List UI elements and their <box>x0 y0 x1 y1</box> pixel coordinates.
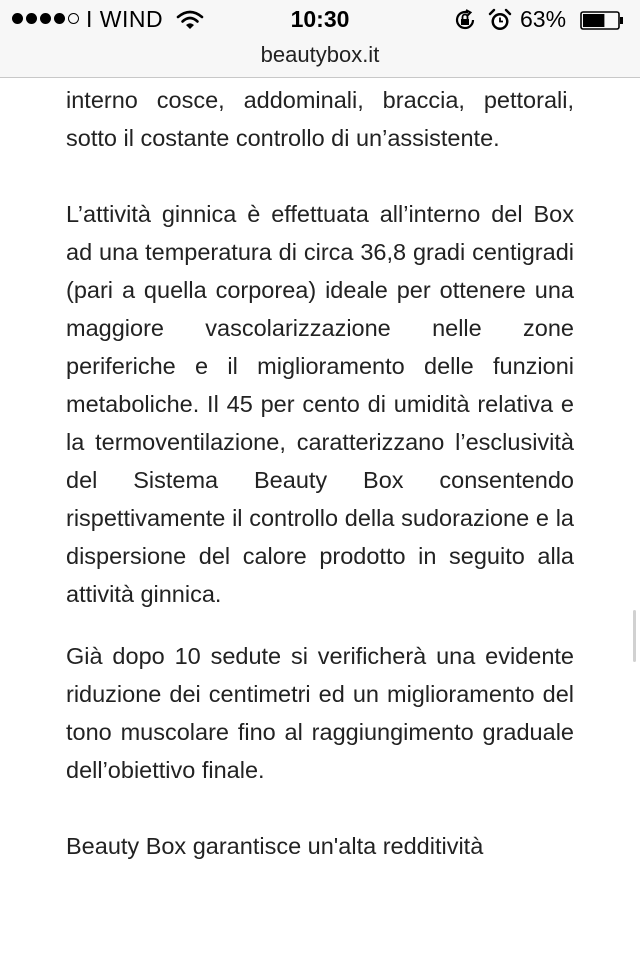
battery-percent: 63% <box>520 6 567 32</box>
article-paragraph: L’attività ginnica è effettuata all’interno del Box ad una temperatura di circa 36,8 gradi centigradi (pari a quella corporea) ideale per ottenere una maggiore vascolarizzazione nelle zone periferiche e il miglioramento delle funzioni metaboliche. Il 45 per cento di umidità relativa e la termoventilazione, caratterizzano l’esclusività del Sistema Beauty Box consentendo rispettivamente il controllo della sudorazione e la dispersione del calore prodotto in seguito alla attività ginnica. <box>66 201 574 607</box>
rotation-lock-icon <box>453 8 477 32</box>
article-body <box>66 81 574 865</box>
browser-top-bar <box>0 0 640 78</box>
battery-icon <box>580 11 624 30</box>
article-paragraph: interno cosce, addominali, braccia, pettorali, sotto il costante controllo di un’assistente. <box>66 87 574 151</box>
carrier-name: I WIND <box>86 6 164 32</box>
article-paragraph: Già dopo 10 sedute si verificherà una evidente riduzione dei centimetri ed un miglioramento del tono muscolare fino al raggiungimento graduale dell’obiettivo finale. <box>66 643 574 783</box>
article-paragraph: Beauty Box garantisce un'alta redditività <box>66 833 484 859</box>
alarm-clock-icon <box>488 8 512 32</box>
url-address-bar[interactable]: beautybox.it <box>260 42 380 67</box>
page-scroll-indicator[interactable] <box>633 610 636 662</box>
status-bar <box>0 0 640 40</box>
status-time: 10:30 <box>290 6 350 32</box>
